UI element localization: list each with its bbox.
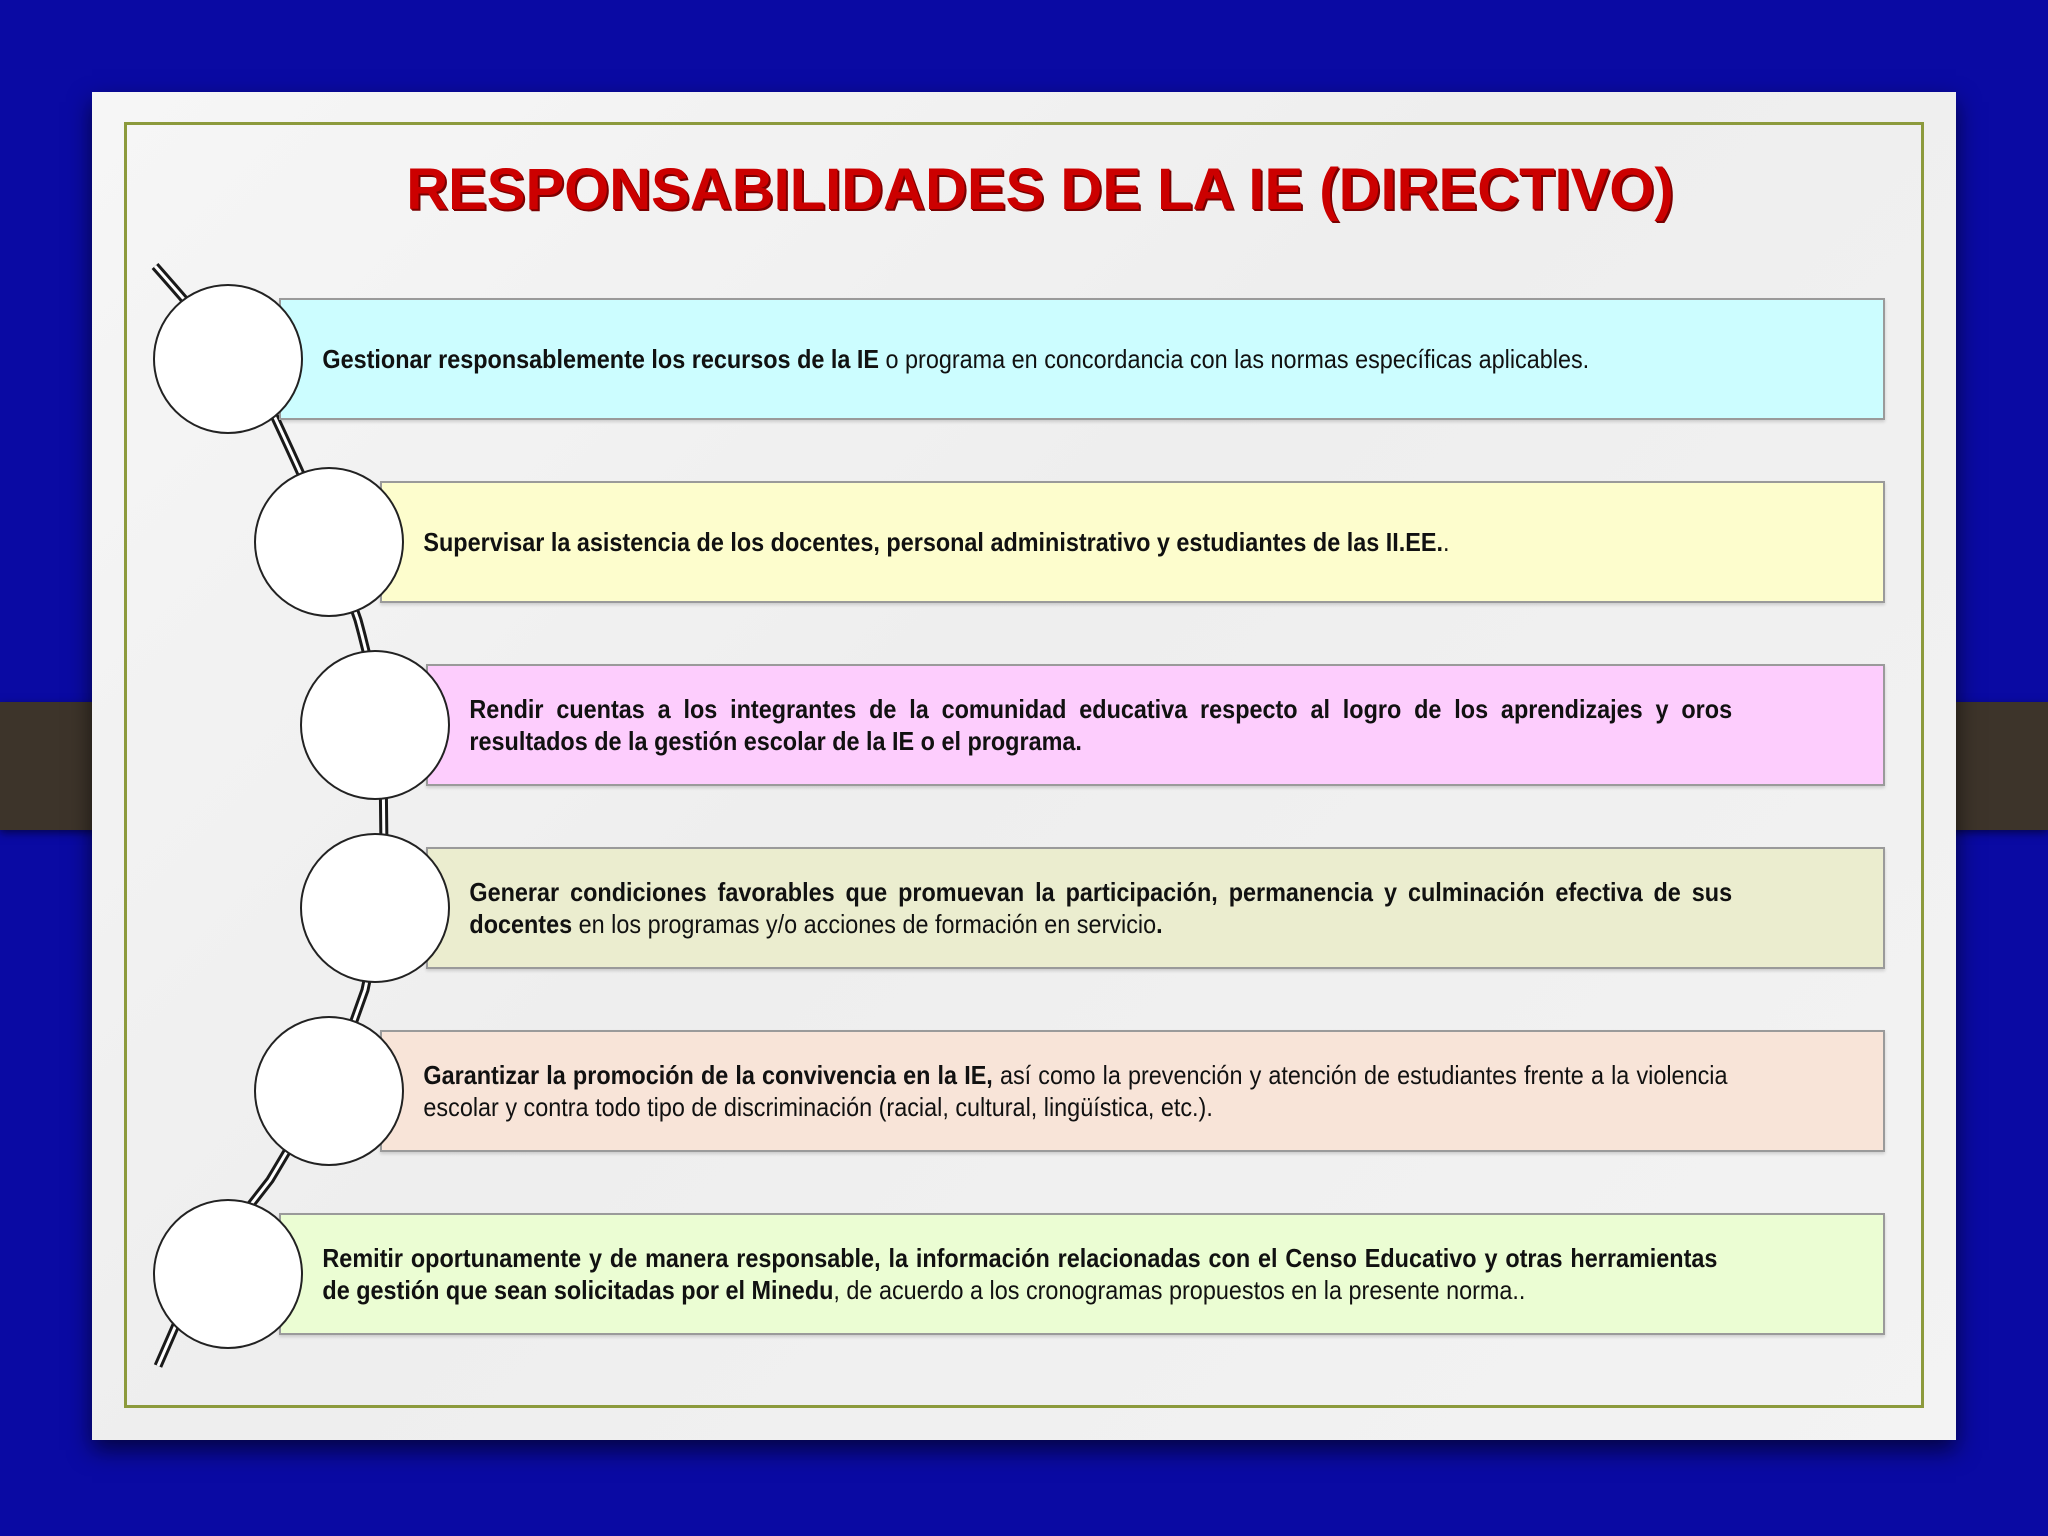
responsibility-box-3 [426,664,1885,786]
responsibility-2-text: . [1443,527,1450,557]
responsibility-5-text: así como la prevención y atención de estudiantes frente a la violencia escolar y contra todo tipo de discriminación (racial, cultural, lingüística, etc.). [423,1060,1728,1122]
responsibility-5-bold: Garantizar la promoción de la convivencia en la IE, [423,1060,993,1090]
responsibility-box-6 [279,1213,1885,1335]
responsibility-3-bold: Rendir cuentas a los integrantes de la comunidad educativa respecto al logro de los aprendizajes y oros resultados de la gestión escolar de la IE o el programa. [469,694,1733,756]
responsibility-1-bold: Gestionar responsablemente los recursos de la IE [322,344,880,374]
responsibility-2-bold: Supervisar la asistencia de los docentes, personal administrativo y estudiantes de las II.EE. [423,527,1444,557]
responsibility-4-text: en los programas y/o acciones de formación en servicio [572,909,1157,939]
timeline-circle-4 [300,833,450,983]
timeline-circle-3 [300,650,450,800]
responsibility-6-bold: Remitir oportunamente y de manera responsable, la información relacionadas con el Censo Educativo y otras herramientas de gestión que sean solicitadas por el Minedu [322,1243,1718,1305]
responsibility-box-4 [426,847,1885,969]
responsibility-6-text: , de acuerdo a los cronogramas propuestos en la presente norma.. [833,1275,1526,1305]
responsibility-box-2 [380,481,1885,603]
responsibility-4-end: . [1156,909,1163,939]
slide-title: RESPONSABILIDADES DE LA IE (DIRECTIVO) [406,157,1674,222]
responsibility-1-text: o programa en concordancia con las normas específicas aplicables. [879,344,1590,374]
timeline-circle-5 [254,1016,404,1166]
timeline-circle-6 [153,1199,303,1349]
timeline-circle-2 [254,467,404,617]
responsibility-4-bold: Generar condiciones favorables que promuevan la participación, permanencia y culminación efectiva de sus docentes [469,877,1733,939]
responsibility-box-5 [380,1030,1885,1152]
timeline-circle-1 [153,284,303,434]
responsibility-box-1 [279,298,1885,420]
